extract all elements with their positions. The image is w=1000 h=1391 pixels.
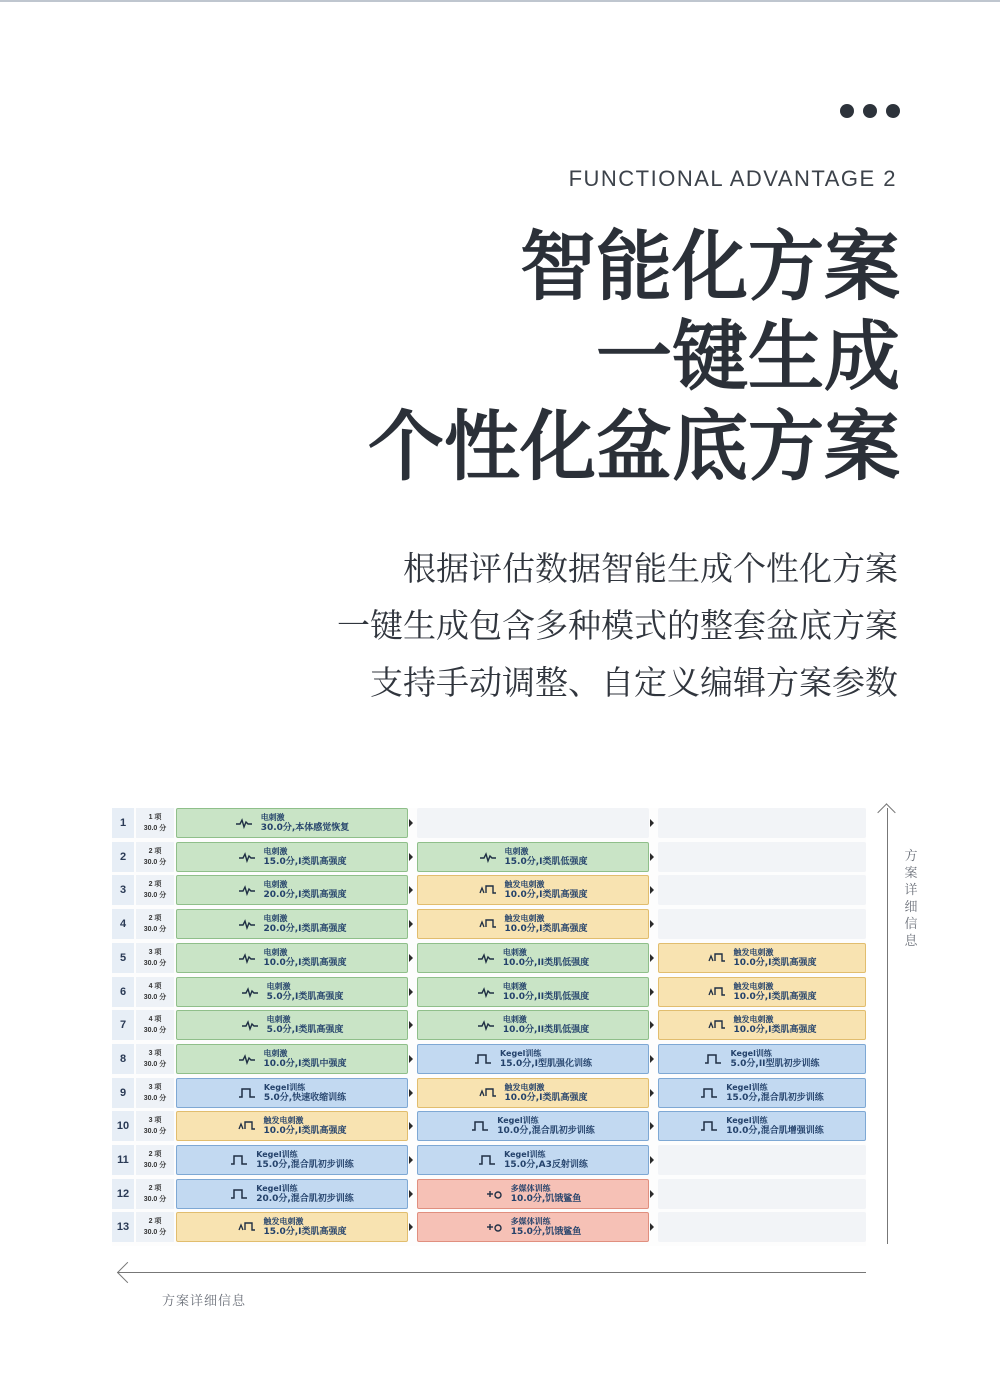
training-item[interactable] — [176, 875, 408, 905]
chevron-right-icon — [409, 920, 413, 928]
row-number: 2 — [112, 842, 134, 872]
up-arrow-icon — [877, 803, 895, 821]
estim-wave-icon — [238, 883, 256, 897]
estim-wave-icon — [479, 850, 497, 864]
headline-line-3: 个性化盆底方案 — [368, 402, 900, 491]
item-count: 2 项 — [148, 1184, 162, 1192]
row-summary — [136, 943, 174, 973]
plan-table — [112, 808, 866, 1246]
left-arrow-icon — [117, 1262, 138, 1283]
dot — [863, 104, 877, 118]
item-title: 触发电刺激 — [504, 1082, 545, 1092]
row-number: 5 — [112, 943, 134, 973]
item-detail: 10.0分,II类肌低强度 — [502, 991, 590, 1002]
item-count: 3 项 — [148, 948, 162, 956]
total-duration: 30.0 分 — [143, 1094, 167, 1102]
chevron-right-icon — [409, 1122, 413, 1130]
row-number: 1 — [112, 808, 134, 838]
item-count: 4 项 — [148, 982, 162, 990]
row-summary — [136, 808, 174, 838]
estim-wave-icon — [235, 816, 253, 830]
chevron-right-icon — [409, 1190, 413, 1198]
training-item[interactable] — [417, 1212, 649, 1242]
item-title: Kegel训练 — [497, 1116, 539, 1126]
item-title: 电刺激 — [502, 981, 527, 991]
row-summary — [136, 1111, 174, 1141]
item-detail: 5.0分,II型肌初步训练 — [730, 1058, 820, 1069]
row-summary — [136, 842, 174, 872]
item-detail: 10.0分,I类肌高强度 — [733, 991, 817, 1002]
kegel-pulse-icon — [230, 1153, 248, 1167]
item-detail: 10.0分,I类肌高强度 — [263, 1126, 347, 1137]
item-title: 电刺激 — [263, 880, 288, 890]
training-item[interactable] — [176, 1010, 408, 1040]
description-line-1: 根据评估数据智能生成个性化方案 — [403, 549, 898, 588]
chevron-right-icon — [650, 886, 654, 894]
item-detail: 15.0分,I类肌高强度 — [263, 1227, 347, 1238]
dot — [840, 104, 854, 118]
empty-slot[interactable] — [658, 1145, 866, 1175]
chevron-right-icon — [409, 988, 413, 996]
trigger-estim-icon — [479, 883, 497, 897]
training-item[interactable] — [417, 909, 649, 939]
chevron-right-icon — [409, 1021, 413, 1029]
chevron-right-icon — [650, 1021, 654, 1029]
kegel-pulse-icon — [700, 1119, 718, 1133]
row-summary — [136, 1145, 174, 1175]
total-duration: 30.0 分 — [143, 1060, 167, 1068]
item-count: 1 项 — [148, 814, 162, 821]
table-row[interactable] — [112, 808, 866, 838]
item-title: 电刺激 — [260, 813, 285, 822]
item-title: Kegel训练 — [263, 1082, 306, 1092]
item-count: 2 项 — [148, 847, 162, 855]
chevron-right-icon — [650, 1055, 654, 1063]
training-item[interactable] — [176, 1044, 408, 1074]
row-summary — [136, 909, 174, 939]
row-number: 12 — [112, 1179, 134, 1209]
kegel-pulse-icon — [700, 1086, 718, 1100]
table-row[interactable] — [112, 1111, 866, 1141]
row-summary — [136, 1044, 174, 1074]
training-item[interactable] — [176, 808, 408, 838]
estim-wave-icon — [477, 1018, 495, 1032]
chevron-right-icon — [409, 1055, 413, 1063]
chevron-right-icon — [409, 954, 413, 962]
chevron-right-icon — [650, 1122, 654, 1130]
kegel-pulse-icon — [471, 1119, 489, 1133]
headline-line-2: 一键生成 — [596, 312, 900, 401]
item-title: Kegel训练 — [500, 1048, 542, 1058]
empty-slot[interactable] — [658, 1179, 866, 1209]
row-summary — [136, 977, 174, 1007]
item-title: Kegel训练 — [256, 1183, 298, 1193]
item-count: 3 项 — [148, 1049, 162, 1057]
estim-wave-icon — [477, 985, 495, 999]
chevron-right-icon — [650, 988, 654, 996]
item-detail: 20.0分,I类肌高强度 — [263, 890, 347, 901]
training-item[interactable] — [417, 842, 649, 872]
table-row[interactable] — [112, 1010, 866, 1040]
total-duration: 30.0 分 — [143, 993, 167, 1001]
table-row[interactable] — [112, 1044, 866, 1074]
training-item[interactable] — [417, 1111, 649, 1141]
item-detail: 10.0分,饥饿鲨鱼 — [510, 1193, 582, 1204]
training-item[interactable] — [417, 875, 649, 905]
total-duration: 30.0 分 — [143, 1128, 167, 1136]
item-title: Kegel训练 — [726, 1116, 768, 1126]
total-duration: 30.0 分 — [143, 1195, 167, 1203]
item-title: 电刺激 — [504, 846, 529, 856]
item-title: Kegel训练 — [504, 1150, 546, 1159]
item-detail: 10.0分,I类肌高强度 — [504, 1092, 588, 1103]
row-number: 7 — [112, 1010, 134, 1040]
table-row[interactable] — [112, 1212, 866, 1242]
item-detail: 15.0分,A3反射训练 — [504, 1160, 588, 1170]
item-title: 电刺激 — [263, 1048, 288, 1058]
chevron-right-icon — [409, 1089, 413, 1097]
estim-wave-icon — [238, 850, 256, 864]
chevron-right-icon — [650, 954, 654, 962]
row-summary — [136, 1179, 174, 1209]
chevron-right-icon — [650, 853, 654, 861]
item-count: 2 项 — [148, 1151, 162, 1158]
item-detail: 15.0分,混合肌初步训练 — [256, 1160, 354, 1170]
item-count: 3 项 — [148, 1117, 162, 1125]
training-item[interactable] — [658, 1010, 866, 1040]
item-detail: 15.0分,I型肌强化训练 — [500, 1058, 592, 1069]
item-title: 触发电刺激 — [733, 1015, 774, 1025]
table-row[interactable] — [112, 1145, 866, 1175]
item-detail: 10.0分,I类肌高强度 — [504, 890, 588, 901]
training-item[interactable] — [176, 842, 408, 872]
training-item[interactable] — [176, 1111, 408, 1141]
item-detail: 15.0分,I类肌低强度 — [504, 856, 588, 867]
item-title: 多媒体训练 — [510, 1183, 551, 1193]
vertical-axis-line — [887, 808, 888, 1244]
multimedia-icon — [485, 1220, 503, 1234]
row-number: 6 — [112, 977, 134, 1007]
training-item[interactable] — [658, 1044, 866, 1074]
item-detail: 10.0分,I类肌高强度 — [733, 1025, 817, 1036]
item-detail: 20.0分,I类肌高强度 — [263, 924, 347, 935]
row-number: 13 — [112, 1212, 134, 1242]
table-row[interactable] — [112, 943, 866, 973]
estim-wave-icon — [238, 917, 256, 931]
chevron-right-icon — [650, 920, 654, 928]
estim-wave-icon — [241, 1018, 259, 1032]
item-title: 触发电刺激 — [504, 914, 545, 924]
training-item[interactable] — [176, 977, 408, 1007]
headline-line-1: 智能化方案 — [520, 222, 900, 311]
item-detail: 5.0分,I类肌高强度 — [266, 991, 344, 1002]
chevron-right-icon — [650, 1089, 654, 1097]
empty-slot[interactable] — [658, 842, 866, 872]
table-row[interactable] — [112, 875, 866, 905]
kegel-pulse-icon — [230, 1187, 248, 1201]
item-detail: 10.0分,混合肌初步训练 — [497, 1126, 595, 1137]
table-row[interactable] — [112, 1078, 866, 1108]
dot — [886, 104, 900, 118]
item-title: 触发电刺激 — [733, 981, 774, 991]
item-title: 电刺激 — [502, 1015, 527, 1025]
item-detail: 10.0分,I类肌中强度 — [263, 1058, 347, 1069]
total-duration: 30.0 分 — [143, 1229, 167, 1237]
training-item[interactable] — [417, 1078, 649, 1108]
row-summary — [136, 1010, 174, 1040]
trigger-estim-icon — [238, 1220, 256, 1234]
trigger-estim-icon — [479, 917, 497, 931]
training-item[interactable] — [417, 977, 649, 1007]
estim-wave-icon — [477, 951, 495, 965]
item-title: 多媒体训练 — [510, 1217, 551, 1227]
item-title: 电刺激 — [502, 947, 527, 957]
row-number: 4 — [112, 909, 134, 939]
trigger-estim-icon — [708, 985, 726, 999]
item-title: 电刺激 — [266, 1015, 291, 1025]
description — [337, 540, 898, 711]
training-item[interactable] — [417, 1145, 649, 1175]
horizontal-axis-label: 方案详细信息 — [162, 1294, 247, 1309]
training-item[interactable] — [176, 943, 408, 973]
trigger-estim-icon — [479, 1086, 497, 1100]
total-duration: 30.0 分 — [143, 926, 167, 934]
item-detail: 10.0分,I类肌高强度 — [263, 957, 347, 968]
training-item[interactable] — [176, 1212, 408, 1242]
row-number: 10 — [112, 1111, 134, 1141]
training-item[interactable] — [176, 909, 408, 939]
item-count: 3 项 — [148, 1083, 162, 1091]
table-row[interactable] — [112, 842, 866, 872]
row-summary — [136, 875, 174, 905]
training-item[interactable] — [417, 1179, 649, 1209]
training-item[interactable] — [176, 1145, 408, 1175]
empty-slot[interactable] — [658, 875, 866, 905]
item-detail: 10.0分,混合肌增强训练 — [726, 1126, 824, 1137]
training-item[interactable] — [658, 1111, 866, 1141]
total-duration: 30.0 分 — [143, 1027, 167, 1035]
item-detail: 10.0分,II类肌低强度 — [502, 957, 590, 968]
item-title: 触发电刺激 — [263, 1217, 304, 1227]
estim-wave-icon — [238, 951, 256, 965]
more-dots-icon — [840, 104, 900, 118]
chevron-right-icon — [650, 819, 654, 827]
top-divider — [0, 0, 1000, 2]
chevron-right-icon — [409, 886, 413, 894]
item-count: 2 项 — [148, 1218, 162, 1226]
item-title: Kegel训练 — [726, 1082, 768, 1092]
item-detail: 20.0分,混合肌初步训练 — [256, 1193, 354, 1204]
training-item[interactable] — [658, 977, 866, 1007]
empty-slot[interactable] — [658, 909, 866, 939]
row-number: 9 — [112, 1078, 134, 1108]
item-detail: 10.0分,II类肌低强度 — [502, 1025, 590, 1036]
training-item[interactable] — [658, 943, 866, 973]
kegel-pulse-icon — [474, 1052, 492, 1066]
item-detail: 15.0分,饥饿鲨鱼 — [510, 1227, 582, 1238]
estim-wave-icon — [238, 1052, 256, 1066]
empty-slot[interactable] — [658, 808, 866, 838]
trigger-estim-icon — [708, 951, 726, 965]
multimedia-icon — [485, 1187, 503, 1201]
item-count: 4 项 — [148, 1016, 162, 1024]
row-number: 3 — [112, 875, 134, 905]
description-line-3: 支持手动调整、自定义编辑方案参数 — [370, 663, 898, 702]
item-title: Kegel训练 — [730, 1048, 772, 1058]
row-number: 8 — [112, 1044, 134, 1074]
vertical-axis-label: 方案详细信息 — [904, 849, 918, 949]
item-detail: 5.0分,I类肌高强度 — [266, 1025, 344, 1036]
table-row[interactable] — [112, 977, 866, 1007]
total-duration: 30.0 分 — [143, 959, 167, 967]
item-detail: 15.0分,I类肌高强度 — [263, 856, 347, 867]
kegel-pulse-icon — [704, 1052, 722, 1066]
horizontal-axis-line — [118, 1272, 866, 1273]
trigger-estim-icon — [238, 1119, 256, 1133]
table-row[interactable] — [112, 1179, 866, 1209]
empty-slot[interactable] — [658, 1212, 866, 1242]
headline — [368, 222, 900, 492]
trigger-estim-icon — [708, 1018, 726, 1032]
training-item[interactable] — [658, 1078, 866, 1108]
item-count: 2 项 — [148, 915, 162, 923]
training-item[interactable] — [176, 1179, 408, 1209]
total-duration: 30.0 分 — [143, 892, 167, 900]
item-count: 2 项 — [148, 881, 162, 889]
item-title: Kegel训练 — [256, 1150, 298, 1159]
item-detail: 10.0分,I类肌高强度 — [504, 924, 588, 935]
training-item[interactable] — [417, 1044, 649, 1074]
row-summary — [136, 1212, 174, 1242]
item-title: 电刺激 — [263, 947, 288, 957]
item-title: 电刺激 — [263, 914, 288, 924]
total-duration: 30.0 分 — [143, 825, 167, 832]
kegel-pulse-icon — [478, 1153, 496, 1167]
training-item[interactable] — [417, 943, 649, 973]
chevron-right-icon — [650, 1223, 654, 1231]
eyebrow-title: FUNCTIONAL ADVANTAGE 2 — [568, 166, 897, 191]
total-duration: 30.0 分 — [143, 858, 167, 866]
item-detail: 10.0分,I类肌高强度 — [733, 957, 817, 968]
kegel-pulse-icon — [238, 1086, 256, 1100]
training-item[interactable] — [176, 1078, 408, 1108]
row-summary — [136, 1078, 174, 1108]
chevron-right-icon — [409, 1156, 413, 1164]
chevron-right-icon — [650, 1156, 654, 1164]
chevron-right-icon — [650, 1190, 654, 1198]
item-detail: 30.0分,本体感觉恢复 — [260, 823, 350, 833]
chevron-right-icon — [409, 853, 413, 861]
training-item[interactable] — [417, 1010, 649, 1040]
item-detail: 15.0分,混合肌初步训练 — [726, 1092, 824, 1103]
item-title: 电刺激 — [266, 981, 291, 991]
empty-slot[interactable] — [417, 808, 649, 838]
total-duration: 30.0 分 — [143, 1162, 167, 1169]
item-title: 触发电刺激 — [504, 880, 545, 890]
estim-wave-icon — [241, 985, 259, 999]
table-row[interactable] — [112, 909, 866, 939]
item-detail: 5.0分,快速收缩训练 — [263, 1092, 347, 1103]
description-line-2: 一键生成包含多种模式的整套盆底方案 — [337, 606, 898, 645]
item-title: 触发电刺激 — [733, 947, 774, 957]
row-number: 11 — [112, 1145, 134, 1175]
item-title: 触发电刺激 — [263, 1116, 304, 1126]
chevron-right-icon — [409, 1223, 413, 1231]
chevron-right-icon — [409, 819, 413, 827]
item-title: 电刺激 — [263, 846, 288, 856]
